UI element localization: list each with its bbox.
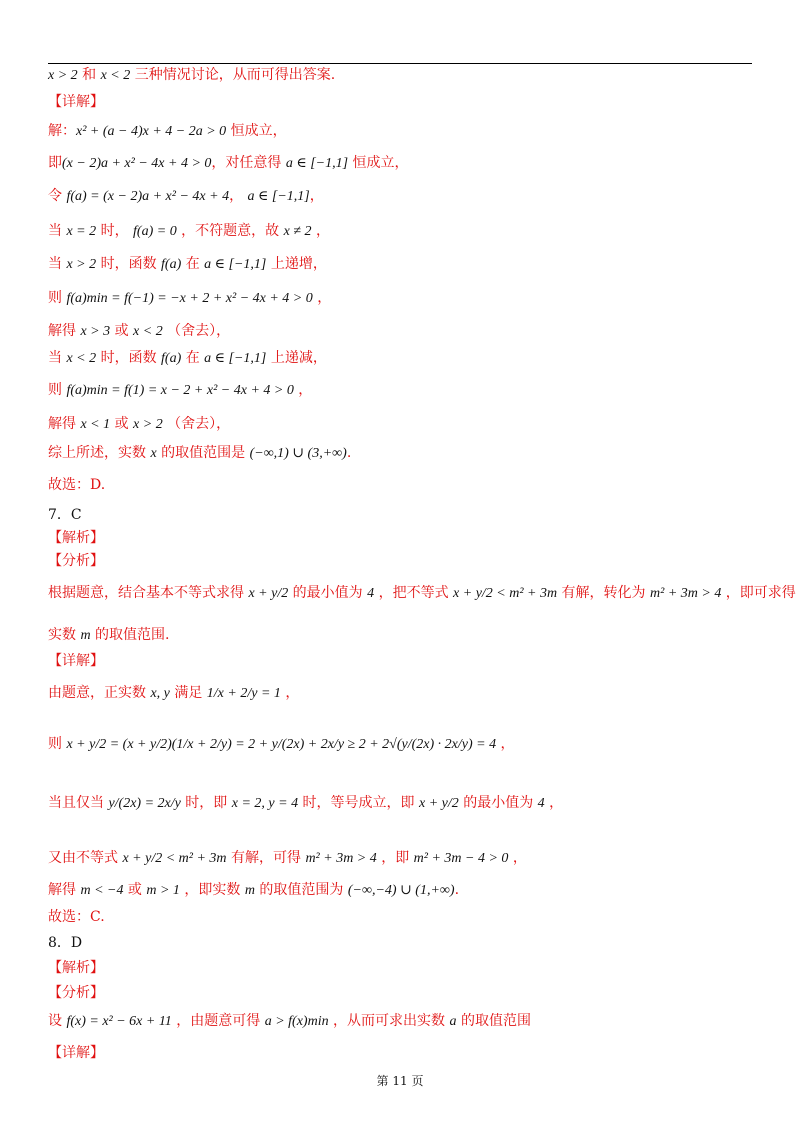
math-expression: f(a) = 0 xyxy=(133,224,177,239)
text-run: 【详解】 xyxy=(48,1045,104,1061)
math-expression: (−∞,1) ∪ (3,+∞) xyxy=(249,446,347,461)
text-line xyxy=(48,734,515,755)
text-line xyxy=(48,153,409,174)
text-run: 或 xyxy=(123,882,147,898)
text-run: 则 xyxy=(48,290,67,306)
math-expression: 4 xyxy=(537,796,545,811)
text-run: 则 xyxy=(48,736,67,752)
text-run: 则 xyxy=(48,382,67,398)
math-expression: f(a)min = f(1) = x − 2 + x² − 4x + 4 > 0 xyxy=(66,383,294,398)
text-run: 7．C xyxy=(48,507,82,523)
text-run: 令 xyxy=(48,188,67,204)
text-line xyxy=(48,348,327,369)
text-line xyxy=(48,221,330,242)
text-run: 解得 xyxy=(48,882,81,898)
text-run: 恒成立， xyxy=(348,155,409,171)
text-run: 上递增， xyxy=(266,256,327,272)
text-line xyxy=(48,65,335,86)
page-number: 第 11 页 xyxy=(376,1074,424,1088)
text-run: 的最小值为 xyxy=(288,585,368,601)
text-line xyxy=(48,907,105,927)
text-line xyxy=(48,443,351,464)
text-run: 上递减， xyxy=(266,350,327,366)
text-run: 三种情况讨论，从而可得出答案. xyxy=(130,67,336,83)
math-expression: x < 1 xyxy=(80,417,111,432)
math-expression: x ≠ 2 xyxy=(283,224,312,239)
math-expression: f(a) xyxy=(161,257,182,272)
text-run: ，即实数 xyxy=(179,882,245,898)
math-expression: x + y/2 < m² + 3m xyxy=(122,851,227,866)
text-run: 【详解】 xyxy=(48,94,104,110)
math-expression: a ∈ [−1,1] xyxy=(247,189,310,204)
math-expression: x + y/2 = (x + y/2)(1/x + 2/y) = 2 + y/(2x) + 2x/y ≥ 2 + 2√(y/(2x) · 2x/y) = 4 xyxy=(66,737,497,752)
math-expression: (−∞,−4) ∪ (1,+∞) xyxy=(347,883,455,898)
text-line xyxy=(48,321,230,342)
text-run: （舍去）， xyxy=(162,416,231,432)
text-run: 时， xyxy=(96,223,134,239)
math-expression: f(x) = x² − 6x + 11 xyxy=(66,1014,172,1029)
text-run: ， xyxy=(280,685,300,701)
text-run: 【分析】 xyxy=(48,985,104,1001)
math-expression: x < 2 xyxy=(66,351,97,366)
math-expression: x + y/2 xyxy=(248,586,289,601)
math-expression: x < 2 xyxy=(100,68,131,83)
math-expression: x xyxy=(150,446,157,461)
text-run: 【解析】 xyxy=(48,960,104,976)
text-run: ， xyxy=(309,188,324,204)
text-run: 根据题意，结合基本不等式求得 xyxy=(48,585,249,601)
math-expression: m > 1 xyxy=(146,883,180,898)
math-expression: m xyxy=(244,883,255,898)
text-line xyxy=(48,583,796,604)
text-run: 当且仅当 xyxy=(48,795,109,811)
math-expression: x² + (a − 4)x + 4 − 2a > 0 xyxy=(76,124,227,139)
text-run: . xyxy=(346,445,352,461)
text-run: ，不符题意，故 xyxy=(176,223,284,239)
text-run: 解得 xyxy=(48,323,81,339)
math-expression: x, y xyxy=(150,686,170,701)
text-run: 和 xyxy=(77,67,101,83)
text-line xyxy=(48,288,331,309)
top-rule xyxy=(48,63,752,64)
text-line xyxy=(48,414,230,435)
math-expression: (x − 2)a + x² − 4x + 4 > 0 xyxy=(62,156,212,171)
text-line xyxy=(48,186,324,207)
text-line xyxy=(48,793,563,814)
text-line xyxy=(48,880,459,901)
math-expression: x = 2 xyxy=(66,224,97,239)
text-run: ， xyxy=(311,223,330,239)
math-expression: a ∈ [−1,1] xyxy=(285,156,349,171)
text-line xyxy=(48,551,104,571)
text-line xyxy=(48,254,327,275)
text-run: ， xyxy=(544,795,564,811)
text-line xyxy=(48,983,104,1003)
text-run: ，由题意可得 xyxy=(171,1013,265,1029)
text-line xyxy=(48,625,169,646)
text-run: 时，函数 xyxy=(96,256,162,272)
text-line xyxy=(48,380,312,401)
text-line xyxy=(48,505,82,525)
math-expression: f(a) xyxy=(161,351,182,366)
text-run: 恒成立， xyxy=(226,123,287,139)
math-expression: a ∈ [−1,1] xyxy=(204,257,267,272)
text-run: ，即 xyxy=(376,850,414,866)
math-expression: m² + 3m > 4 xyxy=(305,851,377,866)
math-expression: f(a)min = f(−1) = −x + 2 + x² − 4x + 4 > 0 xyxy=(66,291,313,306)
math-expression: m xyxy=(80,628,91,643)
math-expression: f(a) = (x − 2)a + x² − 4x + 4 xyxy=(66,189,230,204)
text-run: . xyxy=(454,882,460,898)
text-run: 时，即 xyxy=(180,795,232,811)
math-expression: m² + 3m − 4 > 0 xyxy=(413,851,509,866)
text-run: 在 xyxy=(181,256,205,272)
text-run: （舍去）， xyxy=(162,323,231,339)
math-expression: x > 2 xyxy=(66,257,97,272)
text-run: 的取值范围 xyxy=(456,1013,531,1029)
math-expression: x < 2 xyxy=(133,324,163,339)
text-run: 故选：D. xyxy=(48,477,106,493)
text-line xyxy=(48,92,104,112)
math-expression: 4 xyxy=(367,586,375,601)
math-expression: a xyxy=(449,1014,457,1029)
text-run: 的取值范围为 xyxy=(254,882,348,898)
text-run: 有解，转化为 xyxy=(557,585,651,601)
text-run: 或 xyxy=(110,416,134,432)
text-run: ， xyxy=(508,850,527,866)
text-line xyxy=(48,1011,531,1032)
text-run: ， xyxy=(496,736,515,752)
text-run: 满足 xyxy=(169,685,207,701)
text-line xyxy=(48,651,104,671)
text-run: ，即可求得 xyxy=(721,585,796,601)
text-line xyxy=(48,1043,104,1063)
text-line xyxy=(48,528,104,548)
math-expression: x + y/2 < m² + 3m xyxy=(453,586,558,601)
text-run: 解得 xyxy=(48,416,81,432)
text-line xyxy=(48,475,105,495)
text-run: 的取值范围. xyxy=(90,627,170,643)
text-run: ，把不等式 xyxy=(374,585,454,601)
text-run: ，对任意得 xyxy=(211,155,286,171)
math-expression: x > 2 xyxy=(48,68,78,83)
text-line xyxy=(48,121,287,142)
text-run: ，从而可求出实数 xyxy=(328,1013,450,1029)
text-run: ， xyxy=(293,382,313,398)
math-expression: a > f(x)min xyxy=(264,1014,329,1029)
text-run: 或 xyxy=(110,323,134,339)
text-run: ， xyxy=(229,188,248,204)
text-run: 由题意，正实数 xyxy=(48,685,151,701)
text-run: 故选：C. xyxy=(48,909,105,925)
text-line xyxy=(48,933,82,953)
math-expression: m < −4 xyxy=(80,883,124,898)
math-expression: x > 2 xyxy=(133,417,163,432)
text-run: 当 xyxy=(48,256,67,272)
math-expression: x > 3 xyxy=(80,324,111,339)
text-run: 当 xyxy=(48,223,67,239)
math-expression: y/(2x) = 2x/y xyxy=(108,796,181,811)
text-run: 解： xyxy=(48,123,76,139)
text-line xyxy=(48,848,527,869)
text-run: 【解析】 xyxy=(48,530,104,546)
text-run: 【分析】 xyxy=(48,553,104,569)
text-line xyxy=(48,958,104,978)
math-expression: x = 2, y = 4 xyxy=(231,796,299,811)
text-run: 8．D xyxy=(48,935,83,951)
math-expression: 1/x + 2/y = 1 xyxy=(206,686,281,701)
math-expression: m² + 3m > 4 xyxy=(650,586,722,601)
text-run: 【详解】 xyxy=(48,653,104,669)
text-run: 实数 xyxy=(48,627,81,643)
text-run: 当 xyxy=(48,350,67,366)
text-run: 设 xyxy=(48,1013,67,1029)
text-run: 的取值范围是 xyxy=(156,445,250,461)
text-run: 在 xyxy=(181,350,205,366)
text-run: 时，等号成立，即 xyxy=(298,795,419,811)
text-run: 有解，可得 xyxy=(226,850,306,866)
text-run: 即 xyxy=(48,155,62,171)
text-run: 的最小值为 xyxy=(458,795,538,811)
text-run: 综上所述，实数 xyxy=(48,445,151,461)
text-run: 时，函数 xyxy=(96,350,162,366)
text-line xyxy=(48,683,299,704)
math-expression: x + y/2 xyxy=(419,796,459,811)
text-run: 又由不等式 xyxy=(48,850,123,866)
text-run: ， xyxy=(312,290,332,306)
math-expression: a ∈ [−1,1] xyxy=(204,351,267,366)
